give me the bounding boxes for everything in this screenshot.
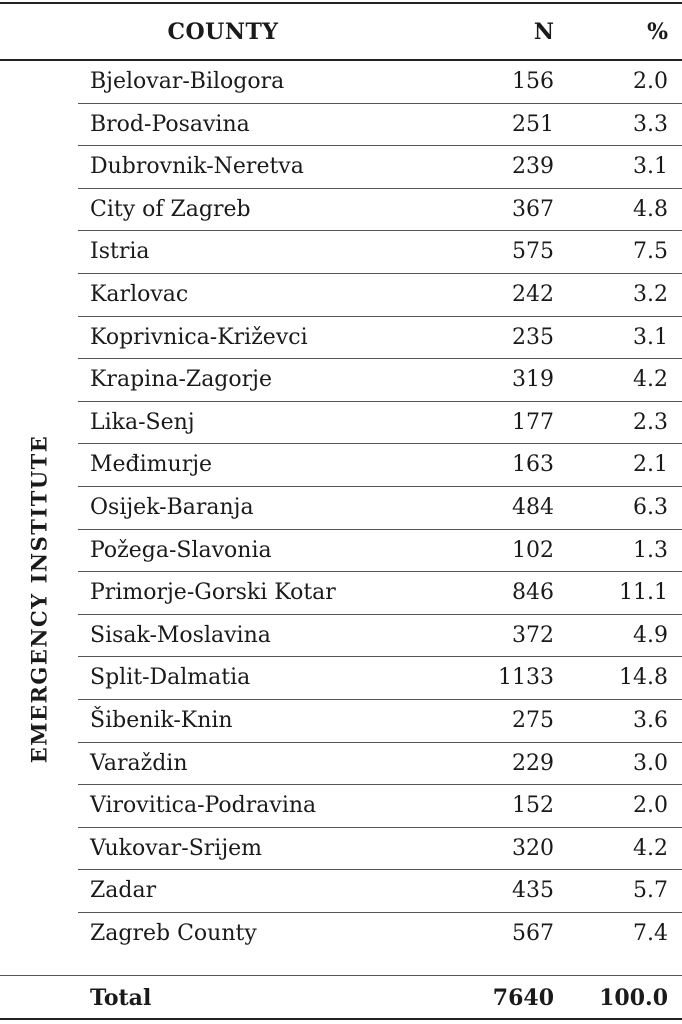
total-label: Total bbox=[90, 985, 152, 1011]
percent-cell: 14.8 bbox=[619, 665, 668, 691]
n-cell: 367 bbox=[512, 196, 554, 222]
percent-cell: 2.1 bbox=[633, 452, 668, 478]
county-cell: Zadar bbox=[90, 878, 157, 904]
table-row bbox=[78, 700, 682, 743]
n-cell: 372 bbox=[512, 622, 554, 648]
n-cell: 242 bbox=[512, 281, 554, 307]
county-cell: Požega-Slavonia bbox=[90, 537, 272, 563]
county-cell: Varaždin bbox=[90, 750, 188, 776]
n-cell: 275 bbox=[512, 707, 554, 733]
percent-cell: 7.5 bbox=[633, 239, 668, 265]
table-row bbox=[78, 317, 682, 360]
n-cell: 235 bbox=[512, 324, 554, 350]
county-cell: Međimurje bbox=[90, 452, 213, 478]
n-cell: 229 bbox=[512, 750, 554, 776]
n-cell: 484 bbox=[512, 494, 554, 520]
percent-cell: 3.2 bbox=[633, 281, 668, 307]
county-cell: Koprivnica-Križevci bbox=[90, 324, 308, 350]
n-cell: 320 bbox=[512, 835, 554, 861]
table-row bbox=[78, 870, 682, 913]
percent-cell: 4.9 bbox=[633, 622, 668, 648]
percent-cell: 2.0 bbox=[633, 793, 668, 819]
percent-cell: 6.3 bbox=[633, 494, 668, 520]
group-label: EMERGENCY INSTITUTE bbox=[26, 434, 52, 764]
county-cell: Sisak-Moslavina bbox=[90, 622, 271, 648]
table-row bbox=[78, 828, 682, 871]
percent-cell: 2.0 bbox=[633, 69, 668, 94]
table-row bbox=[78, 104, 682, 147]
n-cell: 239 bbox=[512, 154, 554, 180]
total-n: 7640 bbox=[492, 985, 554, 1011]
percent-cell: 1.3 bbox=[633, 537, 668, 563]
county-cell: Virovitica-Podravina bbox=[90, 793, 317, 819]
total-percent: 100.0 bbox=[599, 985, 668, 1011]
table-row bbox=[78, 444, 682, 487]
county-cell: Lika-Senj bbox=[90, 409, 195, 435]
percent-cell: 11.1 bbox=[619, 580, 668, 606]
table-row bbox=[78, 913, 682, 956]
percent-cell: 3.3 bbox=[633, 111, 668, 137]
total-rule bbox=[0, 975, 682, 976]
percent-cell: 4.2 bbox=[633, 835, 668, 861]
percent-cell: 2.3 bbox=[633, 409, 668, 435]
percent-cell: 4.8 bbox=[633, 196, 668, 222]
percent-cell: 3.0 bbox=[633, 750, 668, 776]
table-row bbox=[78, 615, 682, 658]
table-row bbox=[78, 189, 682, 232]
n-cell: 567 bbox=[512, 920, 554, 946]
county-cell: Zagreb County bbox=[90, 920, 257, 946]
n-cell: 319 bbox=[512, 367, 554, 393]
n-cell: 575 bbox=[512, 239, 554, 265]
table-row bbox=[78, 402, 682, 445]
total-row bbox=[78, 977, 682, 1017]
table-row bbox=[78, 785, 682, 828]
table-row bbox=[78, 146, 682, 189]
n-cell: 435 bbox=[512, 878, 554, 904]
county-cell: Krapina-Zagorje bbox=[90, 367, 272, 393]
n-cell: 846 bbox=[512, 580, 554, 606]
percent-cell: 4.2 bbox=[633, 367, 668, 393]
county-cell: Dubrovnik-Neretva bbox=[90, 154, 304, 180]
county-cell: Split-Dalmatia bbox=[90, 665, 251, 691]
n-cell: 163 bbox=[512, 452, 554, 478]
county-cell: Osijek-Baranja bbox=[90, 494, 254, 520]
table-row bbox=[78, 274, 682, 317]
n-cell: 156 bbox=[512, 69, 554, 94]
table-row bbox=[78, 530, 682, 573]
table-row bbox=[78, 743, 682, 786]
table-row bbox=[78, 657, 682, 700]
table-row bbox=[78, 572, 682, 615]
n-cell: 177 bbox=[512, 409, 554, 435]
table-header bbox=[0, 4, 682, 59]
header-county: COUNTY bbox=[167, 19, 279, 45]
table-row bbox=[78, 359, 682, 402]
county-cell: Karlovac bbox=[90, 281, 189, 307]
group-label-cell bbox=[0, 61, 78, 956]
n-cell: 152 bbox=[512, 793, 554, 819]
county-cell: Vukovar-Srijem bbox=[90, 835, 263, 861]
percent-cell: 5.7 bbox=[633, 878, 668, 904]
county-cell: Primorje-Gorski Kotar bbox=[90, 580, 336, 606]
percent-cell: 7.4 bbox=[633, 920, 668, 946]
table-row bbox=[78, 231, 682, 274]
county-cell: Istria bbox=[90, 239, 150, 265]
county-cell: Bjelovar-Bilogora bbox=[90, 69, 285, 94]
n-cell: 251 bbox=[512, 111, 554, 137]
n-cell: 1133 bbox=[498, 665, 554, 691]
header-percent: % bbox=[647, 19, 668, 45]
percent-cell: 3.1 bbox=[633, 324, 668, 350]
n-cell: 102 bbox=[512, 537, 554, 563]
bottom-rule bbox=[0, 1018, 682, 1020]
county-cell: City of Zagreb bbox=[90, 196, 251, 222]
percent-cell: 3.1 bbox=[633, 154, 668, 180]
county-cell: Brod-Posavina bbox=[90, 111, 250, 137]
county-cell: Šibenik-Knin bbox=[90, 707, 233, 733]
table-row bbox=[78, 487, 682, 530]
table-body bbox=[78, 61, 682, 955]
table-row bbox=[78, 61, 682, 104]
percent-cell: 3.6 bbox=[633, 707, 668, 733]
header-n: N bbox=[533, 19, 554, 45]
